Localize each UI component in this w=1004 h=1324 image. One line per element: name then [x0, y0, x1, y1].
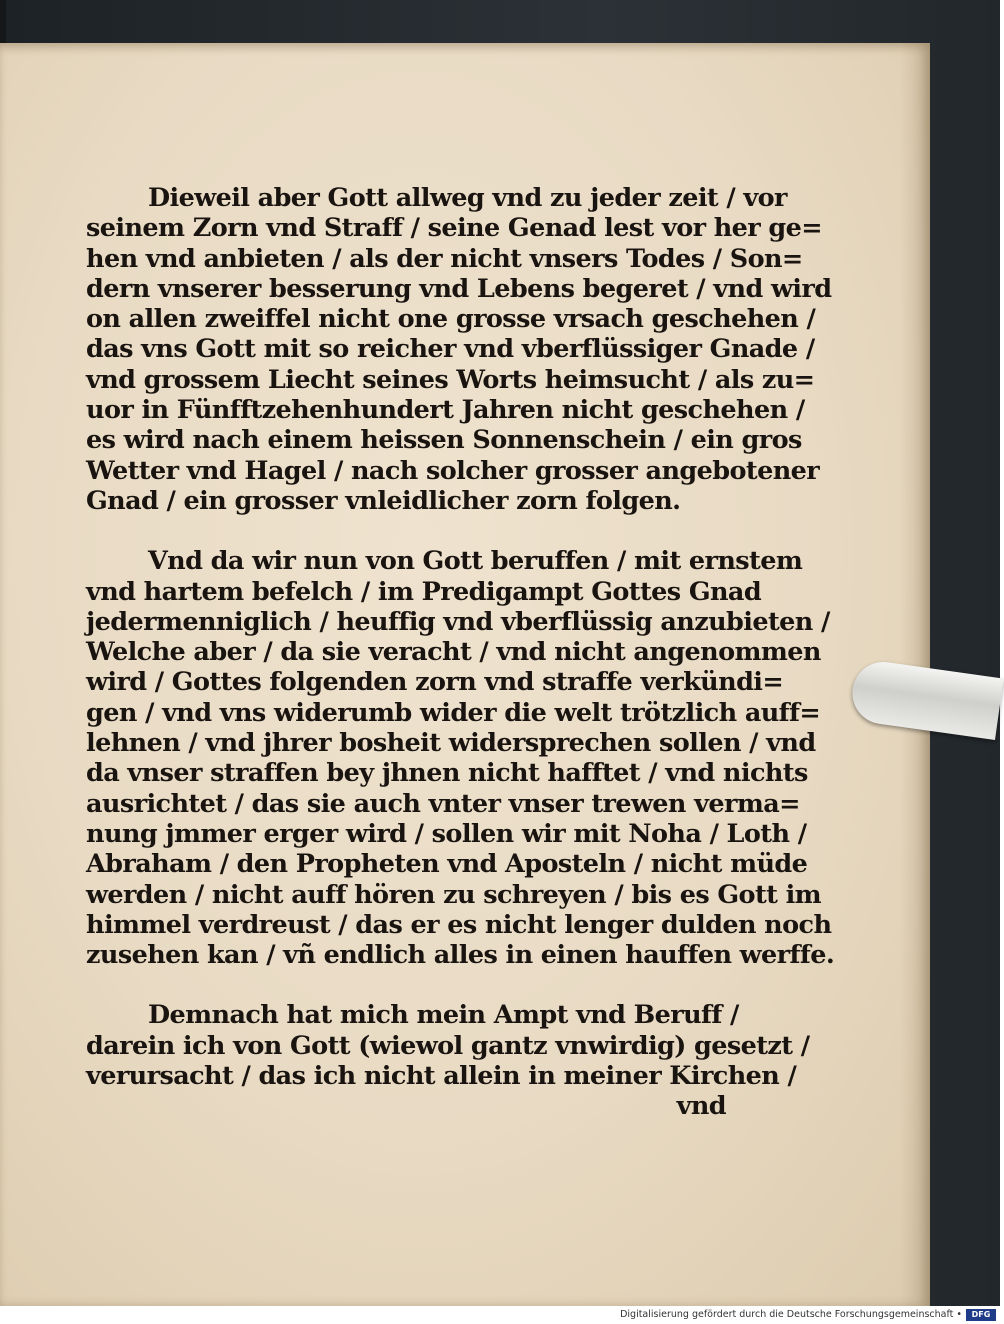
text-line: Gnad / ein grosser vnleidlicher zorn folgen.: [86, 485, 681, 516]
text-line: es wird nach einem heissen Sonnenschein / ein gros: [86, 425, 802, 456]
text-line: jedermenniglich / heuffig vnd vberflüssig anzubieten /: [86, 606, 830, 637]
page-text: [86, 183, 835, 1122]
text-line: vnd grossem Liecht seines Worts heimsucht / als zu=: [86, 364, 815, 395]
text-line: das vns Gott mit so reicher vnd vberflüssiger Gnade /: [86, 334, 815, 365]
text-line: himmel verdreust / das er es nicht lenger dulden noch: [86, 909, 832, 940]
paragraph-gap: [86, 516, 726, 546]
paragraph: [86, 546, 835, 971]
text-line: werden / nicht auff hören zu schreyen / bis es Gott im: [86, 879, 822, 910]
paragraph-gap: [86, 970, 726, 1000]
footer-credit: Digitalisierung gefördert durch die Deutsche Forschungsgemeinschaft •: [620, 1309, 962, 1320]
text-line: uor in Fünfftzehenhundert Jahren nicht geschehen /: [86, 395, 805, 426]
text-line: hen vnd anbieten / als der nicht vnsers Todes / Son=: [86, 243, 803, 274]
text-line: on allen zweiffel nicht one grosse vrsach geschehen /: [86, 304, 816, 335]
text-line: darein ich von Gott (wiewol gantz vnwirdig) gesetzt /: [86, 1030, 810, 1061]
catchword: vnd: [676, 1091, 726, 1122]
text-line: seinem Zorn vnd Straff / seine Genad lest vor her ge=: [86, 213, 823, 244]
text-line: verursacht / das ich nicht allein in meiner Kirchen /: [86, 1061, 797, 1092]
text-line: Vnd da wir nun von Gott beruffen / mit ernstem: [148, 546, 803, 577]
text-line: Abraham / den Propheten vnd Aposteln / nicht müde: [86, 849, 808, 880]
text-line: Welche aber / da sie veracht / vnd nicht angenommen: [86, 637, 821, 668]
text-line: wird / Gottes folgenden zorn vnd straffe verkündi=: [86, 667, 784, 698]
text-line: ausrichtet / das sie auch vnter vnser trewen verma=: [86, 788, 800, 819]
text-line: vnd hartem befelch / im Predigampt Gottes Gnad: [86, 576, 762, 607]
text-line: nung jmmer erger wird / sollen wir mit Noha / Loth /: [86, 818, 807, 849]
text-line: dern vnserer besserung vnd Lebens begeret / vnd wird: [86, 273, 832, 304]
text-line: Dieweil aber Gott allweg vnd zu jeder zeit / vor: [148, 183, 787, 213]
text-line: zusehen kan / vñ endlich alles in einen hauffen werffe.: [86, 940, 835, 971]
text-line: da vnser straffen bey jhnen nicht hafftet / vnd nichts: [86, 758, 808, 789]
text-line: Wetter vnd Hagel / nach solcher grosser angebotener: [86, 455, 820, 486]
footer-bar: [0, 1306, 1000, 1324]
text-line: gen / vnd vns widerumb wider die welt trötzlich auff=: [86, 697, 821, 728]
text-line: Demnach hat mich mein Ampt vnd Beruff /: [148, 1000, 739, 1031]
book-page: [0, 43, 930, 1306]
paragraph: [86, 183, 832, 516]
text-line: lehnen / vnd jhrer bosheit widersprechen sollen / vnd: [86, 728, 816, 759]
dfg-logo: DFG: [966, 1309, 996, 1321]
paragraph: [86, 1000, 810, 1092]
